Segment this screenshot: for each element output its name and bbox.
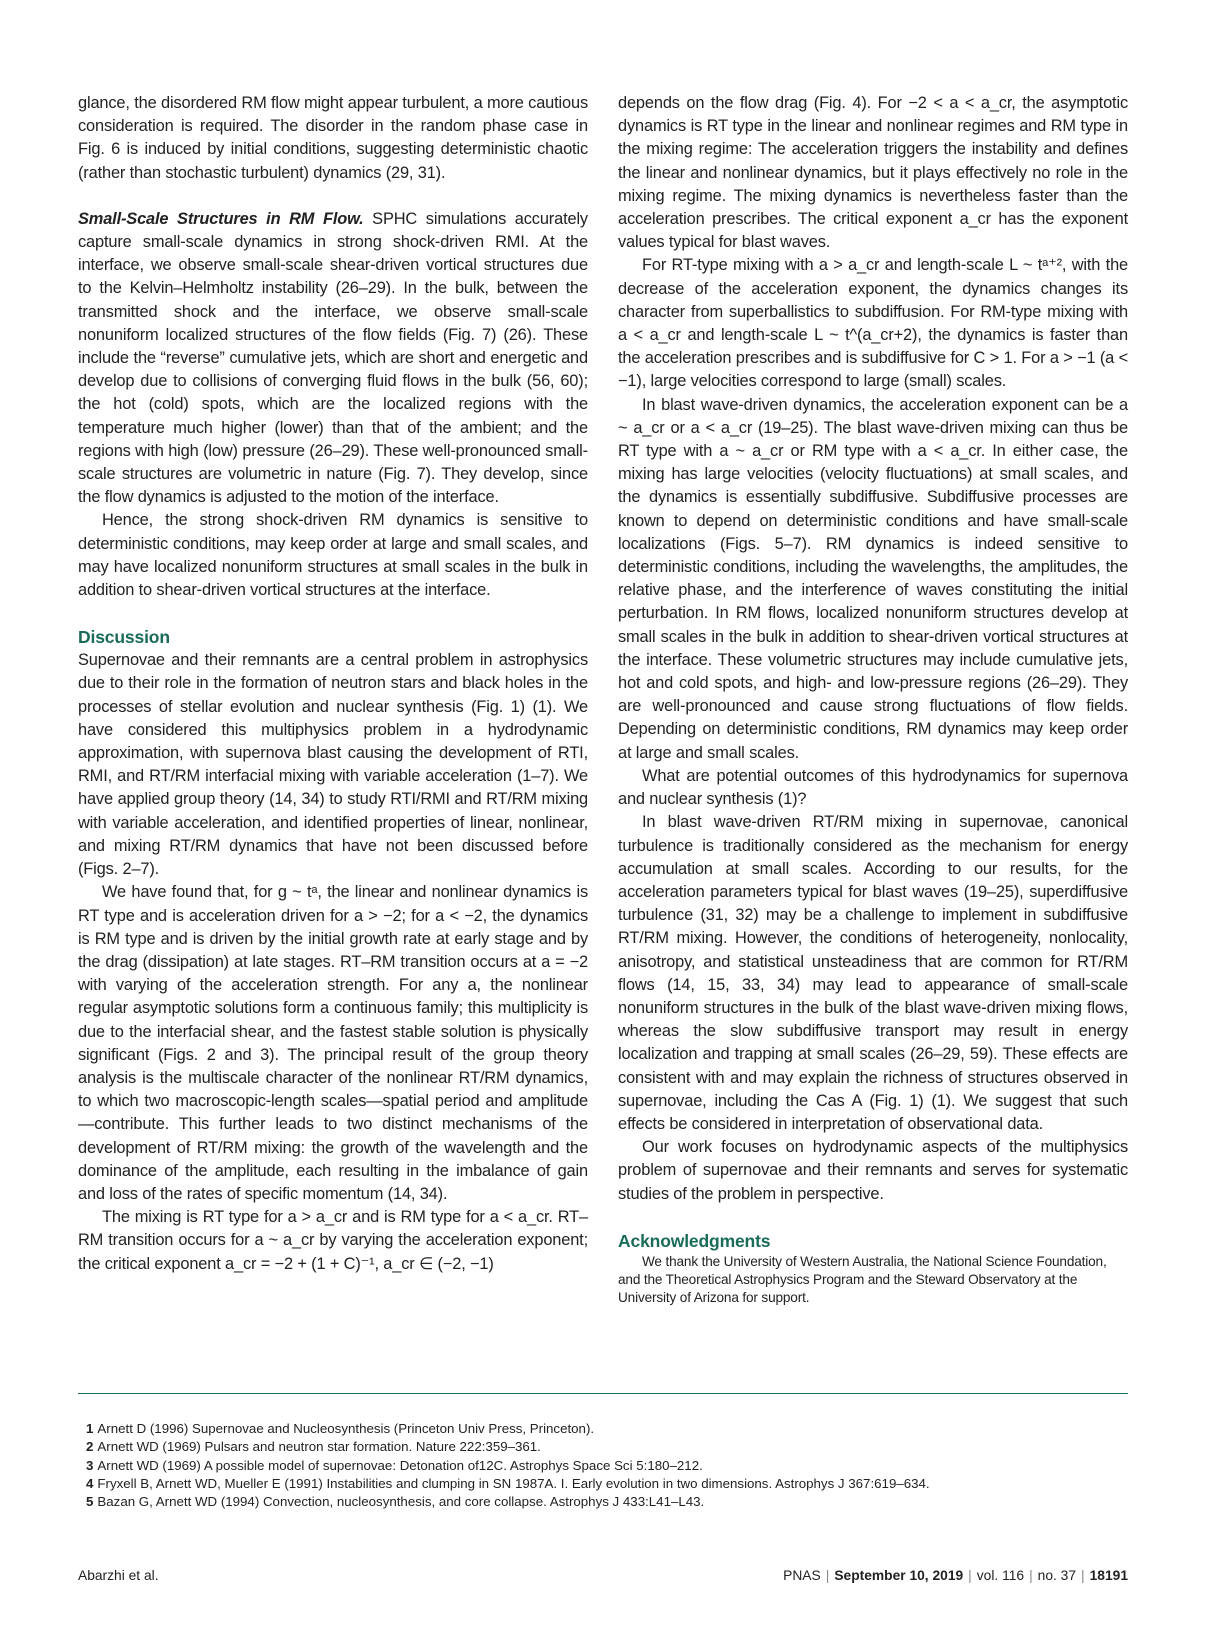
paragraph: Hence, the strong shock-driven RM dynamics is sensitive to deterministic conditions, may keep order at large and small scales, and may have localized nonuniform structures at small scales in the bulk in addition to shear-driven vortical structures at the interface. (78, 511, 588, 600)
reference-number: 5 (86, 1494, 94, 1510)
reference-number: 1 (86, 1421, 94, 1436)
separator: | (1029, 1568, 1033, 1583)
section-heading-discussion: Discussion (78, 627, 170, 648)
reference-text: Arnett WD (1969) A possible model of supernovae: Detonation of12C. Astrophys Space Sci 5:180–212. (97, 1457, 703, 1473)
reference-text: Arnett D (1996) Supernovae and Nucleosynthesis (Princeton Univ Press, Princeton). (97, 1421, 595, 1436)
paragraph: glance, the disordered RM flow might appear turbulent, a more cautious consideration is required. The disorder in the random phase case in Fig. 6 is induced by initial conditions, suggesting deterministic chaotic (rather than stochastic turbulent) dynamics (29, 31). (78, 94, 588, 182)
issue-date: September 10, 2019 (834, 1568, 964, 1583)
reference-text: Fryxell B, Arnett WD, Mueller E (1991) Instabilities and clumping in SN 1987A. I. Early evolution in two dimensions. Astrophys J 367:619–634. (97, 1475, 930, 1491)
paragraph: The mixing is RT type for a > a_cr and is RM type for a < a_cr. RT–RM transition occurs for a ~ a_cr by varying the acceleration exponent; the critical exponent a_cr = −2 + (1 + C)⁻¹, a_cr ∈ (−2, −1) (78, 1208, 588, 1273)
left-column (78, 92, 588, 1276)
reference-item (86, 1438, 1126, 1456)
paragraph: In blast wave-driven RT/RM mixing in supernovae, canonical turbulence is traditionally considered as the mechanism for energy accumulation at small scales. According to our results, for the acceleration parameters typical for blast waves (19–25), superdiffusive turbulence (31, 32) may be a challenge to implement in subdiffusive RT/RM mixing. However, the conditions of heterogeneity, nonlocality, anisotropy, and statistical unsteadiness that are common for RT/RM flows (14, 15, 33, 34) may lead to appearance of small-scale nonuniform structures in the bulk of the blast wave-driven mixing flows, whereas the slow subdiffusive transport may result in energy localization and trapping at small scales (26–29, 59). These effects are consistent with and may explain the richness of structures observed in supernovae, including the Cas A (Fig. 1) (1). We suggest that such effects be considered in interpretation of observational data. (618, 813, 1128, 1133)
section-heading-acknowledgments: Acknowledgments (618, 1230, 771, 1251)
paragraph: In blast wave-driven dynamics, the acceleration exponent can be a ~ a_cr or a < a_cr (19–25). The blast wave-driven mixing can thus be RT type with a ~ a_cr or RM type with a < a_cr. In either case, the mixing has large velocities (velocity fluctuations) at small scales, and the dynamics is essentially subdiffusive. Subdiffusive processes are known to depend on deterministic conditions and have small-scale localizations (Figs. 5–7). RM dynamics is indeed sensitive to deterministic conditions, including the wavelengths, the amplitudes, the relative phase, and the interference of waves constituting the initial perturbation. In RM flows, localized nonuniform structures develop at small scales in the bulk in addition to shear-driven vortical structures at the interface. These volumetric structures may include cumulative jets, hot and cold spots, and high- and low-pressure regions (26–29). They are well-pronounced and cause strong fluctuations of flow fields. Depending on deterministic conditions, RM dynamics may keep order at large and small scales. (618, 395, 1128, 762)
reference-text: Bazan G, Arnett WD (1994) Convection, nucleosynthesis, and core collapse. Astrophys J 433:L41–L43. (97, 1494, 705, 1510)
reference-number: 2 (86, 1439, 94, 1455)
right-column (618, 92, 1128, 1307)
paragraph (78, 208, 588, 510)
page-number: 18191 (1089, 1568, 1128, 1583)
paragraph-text: SPHC simulations accurately capture small-scale dynamics in strong shock-driven RMI. At the interface, we observe small-scale shear-driven vortical structures due to the Kelvin–Helmholtz instability (26–29). In the bulk, between the transmitted shock and the interface, we observe small-scale nonuniform localized structures of the flow fields (Fig. 7) (26). These include the “reverse” cumulative jets, which are short and energetic and develop due to collisions of converging fluid flows in the bulk (56, 60); the hot (cold) spots, which are the localized regions with the temperature much higher (lower) than that of the ambient; and the regions with high (low) pressure (26–29). These well-pronounced small-scale structures are volumetric in nature (Fig. 7). They develop, since the flow dynamics is adjusted to the motion of the interface. (78, 209, 588, 507)
journal-name: PNAS (783, 1568, 821, 1583)
footer-authors: Abarzhi et al. (78, 1568, 159, 1583)
acknowledgments-text: We thank the University of Western Australia, the National Science Foundation, and the Theoretical Astrophysics Program and the Steward Observatory at the University of Arizona for support. (618, 1253, 1107, 1305)
separator: | (1081, 1568, 1085, 1583)
references-list (86, 1420, 1126, 1511)
paragraph: Supernovae and their remnants are a central problem in astrophysics due to their role in the formation of neutron stars and black holes in the processes of stellar evolution and nuclear synthesis (Fig. 1) (1). We have considered this multiphysics problem in a hydrodynamic approximation, with supernova blast causing the development of RTI, RMI, and RT/RM interfacial mixing with variable acceleration (1–7). We have applied group theory (14, 34) to study RTI/RMI and RT/RM mixing with variable acceleration, and identified properties of linear, nonlinear, and mixing RT/RM dynamics that have not been discussed before (Figs. 2–7). (78, 651, 588, 879)
paragraph: Our work focuses on hydrodynamic aspects of the multiphysics problem of supernovae and their remnants and serves for systematic studies of the problem in perspective. (618, 1138, 1128, 1203)
reference-item (86, 1475, 1126, 1493)
paragraph: We have found that, for g ~ tᵃ, the linear and nonlinear dynamics is RT type and is acceleration driven for a > −2; for a < −2, the dynamics is RM type and is driven by the initial growth rate at early stage and by the drag (dissipation) at late stages. RT–RM transition occurs at a = −2 with varying of the acceleration strength. For any a, the nonlinear regular asymptotic solutions form a continuous family; this multiplicity is due to the interfacial shear, and the fastest stable solution is physically significant (Figs. 2 and 3). The principal result of the group theory analysis is the multiscale character of the nonlinear RT/RM dynamics, to which two macroscopic-length scales—spatial period and amplitude—contribute. This further leads to two distinct mechanisms of the development of RT/RM mixing: the growth of the wavelength and the dominance of the amplitude, each resulting in the imbalance of gain and loss of the rates of specific momentum (14, 34). (78, 883, 588, 1203)
issue-number: no. 37 (1037, 1568, 1077, 1583)
paragraph: What are potential outcomes of this hydrodynamics for supernova and nuclear synthesis (1)? (618, 766, 1128, 809)
paragraph: depends on the flow drag (Fig. 4). For −2 < a < a_cr, the asymptotic dynamics is RT type in the linear and nonlinear regimes and RM type in the mixing regime: The acceleration triggers the instability and defines the linear and nonlinear dynamics, but it plays effectively no role in the mixing regime. The mixing dynamics is nevertheless faster than the acceleration prescribes. The critical exponent a_cr has the exponent values typical for blast waves. (618, 94, 1128, 252)
reference-item (86, 1493, 1126, 1511)
paragraph: For RT-type mixing with a > a_cr and length-scale L ~ tᵃ⁺², with the decrease of the acceleration exponent, the dynamics changes its character from superballistics to subdiffusion. For RM-type mixing with a < a_cr and length-scale L ~ t^(a_cr+2), the dynamics is faster than the acceleration prescribes and is subdiffusive for C > 1. For a > −1 (a < −1), large velocities correspond to large (small) scales. (618, 256, 1128, 391)
runin-heading: Small-Scale Structures in RM Flow. (78, 209, 364, 228)
reference-item (86, 1457, 1126, 1475)
reference-number: 4 (86, 1475, 94, 1491)
separator: | (825, 1568, 830, 1583)
references-divider (78, 1393, 1128, 1394)
volume: vol. 116 (976, 1568, 1025, 1583)
separator: | (968, 1568, 972, 1583)
reference-text: Arnett WD (1969) Pulsars and neutron star formation. Nature 222:359–361. (97, 1439, 541, 1455)
reference-number: 3 (86, 1457, 94, 1473)
reference-item (86, 1420, 1126, 1438)
footer-journal-info (783, 1567, 1128, 1585)
